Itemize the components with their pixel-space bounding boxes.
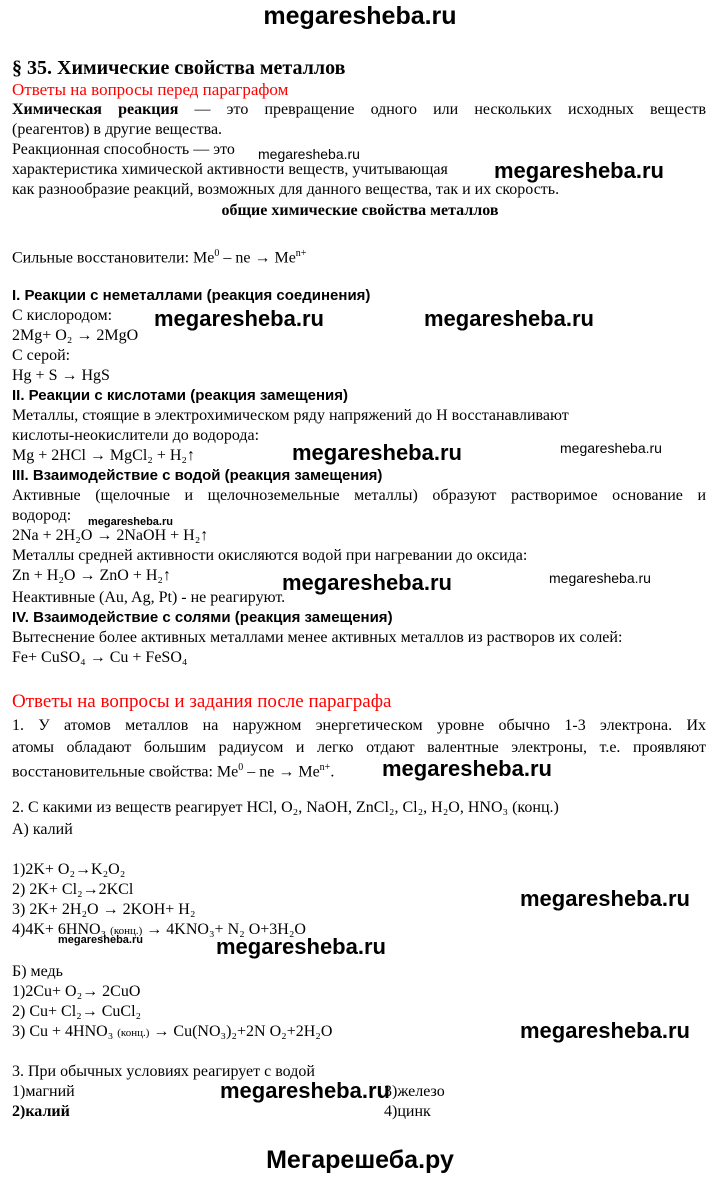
eq-hgs: Hg + S → HgS bbox=[12, 367, 110, 384]
watermark: megaresheba.ru bbox=[494, 158, 664, 183]
acid-text-1: Металлы, стоящие в электрохимическом ряду напряжений до Н восстанавливают bbox=[12, 407, 569, 424]
q2-potassium: А) калий bbox=[12, 821, 73, 838]
intro-line-1 bbox=[12, 100, 706, 120]
eq-zno: Zn + H₂O → ZnO + H₂↑ bbox=[12, 567, 171, 584]
label-oxygen: С кислородом: bbox=[12, 307, 113, 324]
answers-heading: Ответы на вопросы и задания после параграфа bbox=[12, 691, 392, 712]
q2-text: 2. С какими из веществ реагирует HCl, O₂, NaOH, ZnCl₂, Cl₂, H₂O, HNO₃ (конц.) bbox=[12, 799, 559, 816]
watermark: megaresheba.ru bbox=[282, 570, 452, 595]
heading-nonmetals: I. Реакции с неметаллами (реакция соединения) bbox=[12, 287, 371, 304]
k-eq-4: 4)4K+ 6HNO₃ (конц.) → 4KNO₃+ N₂ O+3H₂O bbox=[12, 921, 306, 938]
intro-heading: Ответы на вопросы перед параграфом bbox=[12, 80, 289, 99]
q3-option-1: 1)магний bbox=[12, 1083, 75, 1100]
watermark: megaresheba.ru bbox=[154, 306, 324, 331]
q3-option-4: 4)цинк bbox=[384, 1103, 431, 1120]
eq-mgo: 2Mg+ O₂ → 2MgO bbox=[12, 327, 139, 344]
salt-text: Вытеснение более активных металлами менее активных металлов из растворов их солей: bbox=[12, 629, 623, 646]
q1-line-1: 1. У атомов металлов на наружном энергетическом уровне обычно 1-3 электрона. Их bbox=[12, 717, 706, 734]
k-eq-3: 3) 2K+ 2H₂O → 2KOH+ H₂ bbox=[12, 901, 196, 918]
watermark: megaresheba.ru bbox=[549, 570, 651, 586]
def-chem-reaction: — это превращение одного или нескольких исходных веществ bbox=[194, 101, 707, 118]
eq-mgcl2: Mg + 2HCl → MgCl₂ + H₂↑ bbox=[12, 447, 195, 464]
q3-text: 3. При обычных условиях реагирует с водой bbox=[12, 1063, 315, 1080]
heading-acids: II. Реакции с кислотами (реакция замещения) bbox=[12, 387, 348, 404]
watermark: megaresheba.ru bbox=[58, 934, 143, 946]
watermark: megaresheba.ru bbox=[216, 934, 386, 959]
heading-salts: IV. Взаимодействие с солями (реакция замещения) bbox=[12, 609, 393, 626]
watermark: megaresheba.ru bbox=[520, 1018, 690, 1043]
eq-cuso4: Fe+ CuSO₄ → Cu + FeSO₄ bbox=[12, 649, 188, 666]
watermark: megaresheba.ru bbox=[292, 440, 462, 465]
heading-water: III. Взаимодействие с водой (реакция замещения) bbox=[12, 467, 383, 484]
site-header: megaresheba.ru bbox=[263, 2, 457, 30]
watermark: megaresheba.ru bbox=[520, 886, 690, 911]
watermark: megaresheba.ru bbox=[220, 1078, 390, 1103]
label-sulfur: С серой: bbox=[12, 347, 71, 364]
water-text-4: Неактивные (Au, Ag, Pt) - не реагируют. bbox=[12, 589, 286, 606]
q1-line-2: атомы обладают большим радиусом и легко отдают валентные электроны, т.е. проявляют bbox=[12, 739, 706, 756]
water-text-3: Металлы средней активности окисляются водой при нагревании до оксида: bbox=[12, 547, 528, 564]
k-eq-1: 1)2K+ O₂→K₂O₂ bbox=[12, 861, 126, 878]
watermark: megaresheba.ru bbox=[382, 756, 552, 781]
q2-copper: Б) медь bbox=[12, 963, 63, 980]
eq-naoh: 2Na + 2H₂O → 2NaOH + H₂↑ bbox=[12, 527, 209, 544]
c-eq-2: 2) Cu+ Cl₂→ CuCl₂ bbox=[12, 1003, 142, 1020]
intro-line-2: (реагентов) в другие вещества. bbox=[12, 121, 223, 138]
general-title: общие химические свойства металлов bbox=[221, 202, 499, 219]
q3-option-2: 2)калий bbox=[12, 1103, 70, 1120]
c-eq-1: 1)2Cu+ O₂→ 2CuO bbox=[12, 983, 141, 1000]
c-eq-3: 3) Cu + 4HNO₃ (конц.) → Cu(NO₃)₂+2N O₂+2H₂O bbox=[12, 1023, 333, 1040]
intro-line-5: как разнообразие реакций, возможных для данного вещества, так и их скорость. bbox=[12, 181, 560, 198]
water-text-2: водород: bbox=[12, 507, 72, 524]
acid-text-2: кислоты-неокислители до водорода: bbox=[12, 427, 260, 444]
intro-line-4: характеристика химической активности веществ, учитывающая bbox=[12, 161, 448, 178]
term-chem-reaction: Химическая реакция bbox=[12, 101, 179, 118]
intro-line-3: Реакционная способность — это bbox=[12, 141, 235, 158]
water-text-1: Активные (щелочные и щелочноземельные металлы) образуют растворимое основание и bbox=[12, 487, 706, 504]
site-footer: Мегарешеба.ру bbox=[266, 1146, 454, 1174]
watermark: megaresheba.ru bbox=[88, 516, 173, 528]
q1-line-3: восстановительные свойства: Me$^0$ – ne → $Me^{n+}$. bbox=[12, 762, 335, 781]
k-eq-2: 2) 2K+ Cl₂→2KCl bbox=[12, 881, 134, 898]
watermark: megaresheba.ru bbox=[424, 306, 594, 331]
q3-option-3: 3)железо bbox=[384, 1083, 445, 1100]
watermark: megaresheba.ru bbox=[560, 440, 662, 456]
section-title: § 35. Химические свойства металлов bbox=[12, 57, 346, 79]
general-reducer: Сильные восстановители: Me$^0$ – ne → $Me^{n+}$ bbox=[12, 248, 307, 267]
watermark: megaresheba.ru bbox=[258, 146, 360, 162]
